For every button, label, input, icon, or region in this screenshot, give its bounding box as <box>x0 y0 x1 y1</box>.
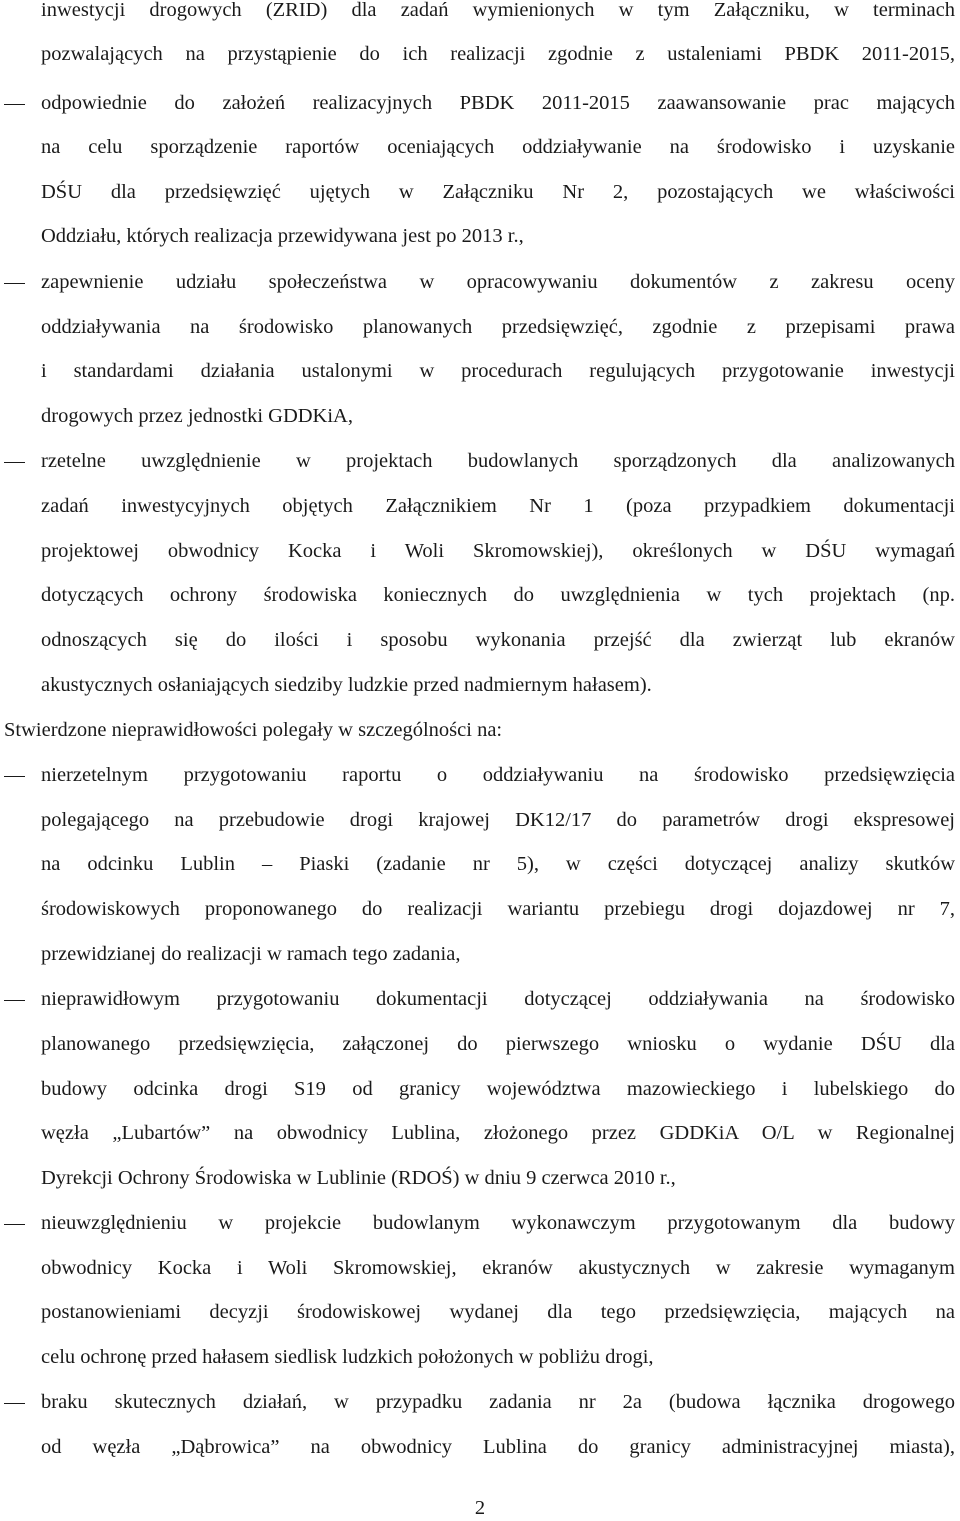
text-line: budowy odcinka drogi S19 od granicy województwa mazowieckiego i lubelskiego do <box>41 1078 955 1100</box>
text-line: inwestycji drogowych (ZRID) dla zadań wymienionych w tym Załączniku, w terminach <box>41 0 955 21</box>
bullet-dash <box>4 1403 25 1404</box>
bullet-dash <box>4 283 25 284</box>
section-intro: Stwierdzone nieprawidłowości polegały w szczególności na: <box>4 719 503 741</box>
text-line: zapewnienie udziału społeczeństwa w opracowywaniu dokumentów z zakresu oceny <box>41 271 955 293</box>
text-line: na celu sporządzenie raportów oceniających oddziaływanie na środowisko i uzyskanie <box>41 136 955 158</box>
text-line: polegającego na przebudowie drogi krajowej DK12/17 do parametrów drogi ekspresowej <box>41 809 955 831</box>
text-line: nieuwzględnieniu w projekcie budowlanym wykonawczym przygotowanym dla budowy <box>41 1212 955 1234</box>
text-line: planowanego przedsięwzięcia, załączonej do pierwszego wniosku o wydanie DŚU dla <box>41 1033 955 1055</box>
text-line: odpowiednie do założeń realizacyjnych PBDK 2011-2015 zaawansowanie prac mających <box>41 92 955 114</box>
bullet-dash <box>4 776 25 777</box>
text-line: nieprawidłowym przygotowaniu dokumentacji dotyczącej oddziaływania na środowisko <box>41 988 955 1010</box>
bullet-dash <box>4 1224 25 1225</box>
text-line: węzła „Lubartów” na obwodnicy Lublina, złożonego przez GDDKiA O/L w Regionalnej <box>41 1122 955 1144</box>
text-line: Dyrekcji Ochrony Środowiska w Lublinie (RDOŚ) w dniu 9 czerwca 2010 r., <box>41 1167 676 1189</box>
text-line: środowiskowych proponowanego do realizacji wariantu przebiegu drogi dojazdowej nr 7, <box>41 898 955 920</box>
text-line: akustycznych osłaniających siedziby ludzkie przed nadmiernym hałasem). <box>41 674 652 696</box>
text-line: celu ochronę przed hałasem siedlisk ludzkich położonych w pobliżu drogi, <box>41 1346 654 1368</box>
text-line: braku skutecznych działań, w przypadku zadania nr 2a (budowa łącznika drogowego <box>41 1391 955 1413</box>
text-line: odnoszących się do ilości i sposobu wykonania przejść dla zwierząt lub ekranów <box>41 629 955 651</box>
text-line: na odcinku Lublin – Piaski (zadanie nr 5), w części dotyczącej analizy skutków <box>41 853 955 875</box>
text-line: pozwalających na przystąpienie do ich realizacji zgodnie z ustaleniami PBDK 2011-2015, <box>41 43 955 65</box>
text-line: nierzetelnym przygotowaniu raportu o oddziaływaniu na środowisko przedsięwzięcia <box>41 764 955 786</box>
bullet-dash <box>4 1000 25 1001</box>
text-line: przewidzianej do realizacji w ramach tego zadania, <box>41 943 461 965</box>
text-line: dotyczących ochrony środowiska koniecznych do uwzględnienia w tych projektach (np. <box>41 584 955 606</box>
page-number: 2 <box>474 1497 486 1519</box>
bullet-dash <box>4 104 25 105</box>
text-line: rzetelne uwzględnienie w projektach budowlanych sporządzonych dla analizowanych <box>41 450 955 472</box>
text-line: projektowej obwodnicy Kocka i Woli Skromowskiej), określonych w DŚU wymagań <box>41 540 955 562</box>
text-line: oddziaływania na środowisko planowanych przedsięwzięć, zgodnie z przepisami prawa <box>41 316 955 338</box>
text-line: DŚU dla przedsięwzięć ujętych w Załączniku Nr 2, pozostających we właściwości <box>41 181 955 203</box>
text-line: postanowieniami decyzji środowiskowej wydanej dla tego przedsięwzięcia, mających na <box>41 1301 955 1323</box>
text-line: drogowych przez jednostki GDDKiA, <box>41 405 353 427</box>
text-line: zadań inwestycyjnych objętych Załącznikiem Nr 1 (poza przypadkiem dokumentacji <box>41 495 955 517</box>
bullet-dash <box>4 462 25 463</box>
text-line: i standardami działania ustalonymi w procedurach regulujących przygotowanie inwestycji <box>41 360 955 382</box>
text-line: Oddziału, których realizacja przewidywana jest po 2013 r., <box>41 225 524 247</box>
text-line: obwodnicy Kocka i Woli Skromowskiej, ekranów akustycznych w zakresie wymaganym <box>41 1257 955 1279</box>
text-line: od węzła „Dąbrowica” na obwodnicy Lublina do granicy administracyjnej miasta), <box>41 1436 955 1458</box>
